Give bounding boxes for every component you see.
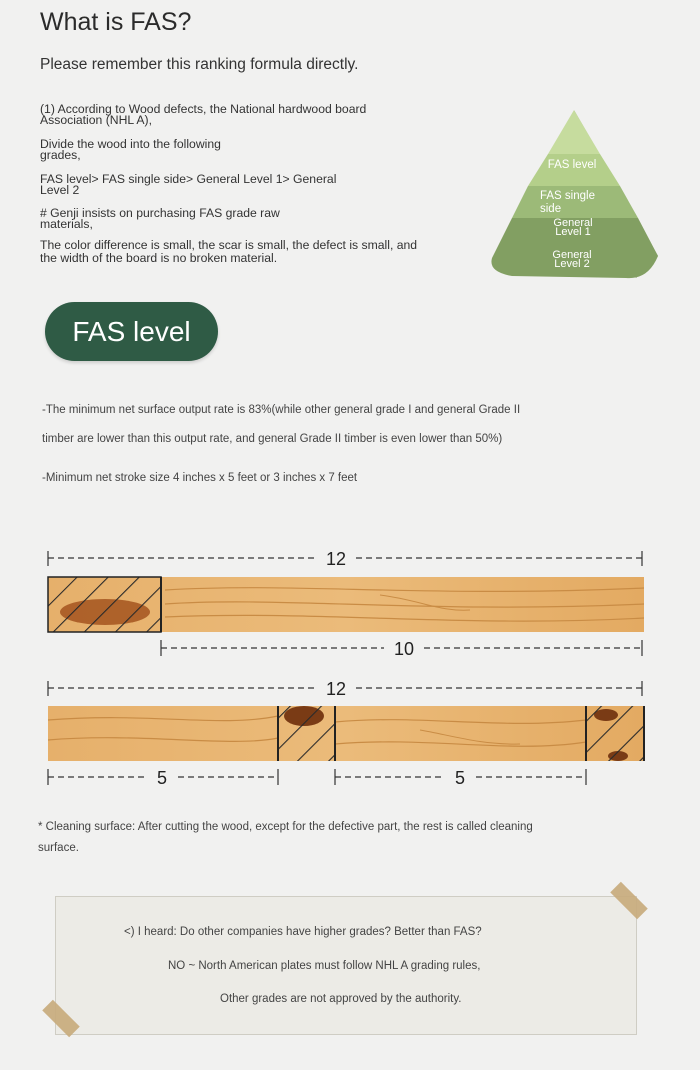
detail-line-1: -The minimum net surface output rate is 83%(while other general grade I and general Grade II <box>42 404 521 416</box>
grade-pyramid-graphic <box>488 108 660 283</box>
page-title: What is FAS? <box>40 8 192 36</box>
intro-paragraph-1: (1) According to Wood defects, the National hardwood board Association (NHL A), <box>40 102 367 127</box>
card-line-1: <) I heard: Do other companies have higher grades? Better than FAS? <box>124 926 482 938</box>
dimension-bottom-total-label: 12 <box>325 679 347 699</box>
dimension-bottom-right-label: 5 <box>454 768 466 788</box>
pyramid-label-fas-single-side: FAS single side <box>540 190 595 215</box>
card-line-3: Other grades are not approved by the authority. <box>220 993 462 1005</box>
dimension-top-total-label: 12 <box>325 549 347 569</box>
detail-line-2: timber are lower than this output rate, and general Grade II timber is even lower than 50%) <box>42 433 503 445</box>
pyramid-label-general-2: General Level 2 <box>552 249 592 270</box>
page-subtitle: Please remember this ranking formula directly. <box>40 56 359 73</box>
board-diagram-graphic <box>0 540 700 790</box>
tape-bottom-left <box>42 1000 79 1037</box>
board-diagram <box>0 540 700 790</box>
pyramid-label-fas-level: FAS level <box>547 159 597 171</box>
note-line-2: surface. <box>38 842 79 854</box>
dimension-top-clean-label: 10 <box>393 639 415 659</box>
fas-level-badge: FAS level <box>45 302 218 361</box>
top-board <box>48 577 644 632</box>
intro-paragraph-2: Divide the wood into the following grades, <box>40 137 221 162</box>
dimension-bottom-left-label: 5 <box>156 768 168 788</box>
card-line-2: NO ~ North American plates must follow NHL A grading rules, <box>168 960 481 972</box>
tape-top-right <box>610 882 647 919</box>
info-card <box>55 896 637 1035</box>
note-line-1: * Cleaning surface: After cutting the wood, except for the defective part, the rest is called cleaning <box>38 821 533 833</box>
grade-pyramid <box>488 108 660 283</box>
detail-line-3: -Minimum net stroke size 4 inches x 5 feet or 3 inches x 7 feet <box>42 472 358 484</box>
intro-paragraph-5: The color difference is small, the scar is small, the defect is small, and the width of the board is no broken material. <box>40 238 418 265</box>
intro-paragraph-4: # Genji insists on purchasing FAS grade raw materials, <box>40 206 280 231</box>
pyramid-label-general-1: General Level 1 <box>553 217 593 238</box>
pyramid-level-1 <box>548 110 600 154</box>
intro-paragraph-3: FAS level> FAS single side> General Level 1> General Level 2 <box>40 172 337 197</box>
bottom-board <box>48 706 644 761</box>
